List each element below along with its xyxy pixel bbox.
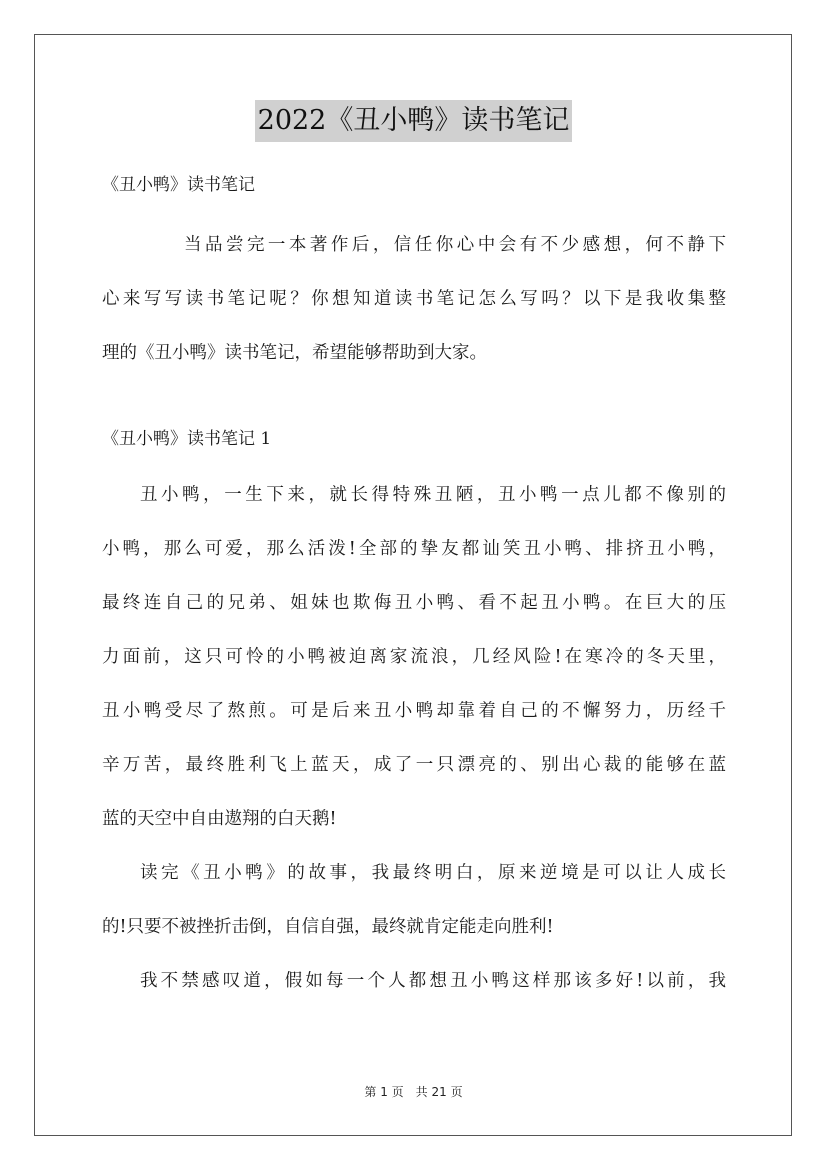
section-heading: 《丑小鸭》读书笔记 1: [102, 429, 272, 449]
title-container: [0, 100, 827, 142]
text-line: 理的《丑小鸭》读书笔记，希望能够帮助到大家。: [102, 343, 487, 363]
document-title: 2022《丑小鸭》读书笔记: [255, 100, 573, 142]
text-line: 力面前，这只可怜的小鸭被迫离家流浪，几经风险!在寒冷的冬天里，: [102, 647, 726, 667]
text-line: 丑小鸭受尽了熬煎。可是后来丑小鸭却靠着自己的不懈努力，历经千: [102, 701, 726, 721]
intro-heading: 《丑小鸭》读书笔记: [102, 175, 255, 195]
text-line: 读完《丑小鸭》的故事，我最终明白，原来逆境是可以让人成长: [140, 863, 726, 883]
text-line: 最终连自己的兄弟、姐妹也欺侮丑小鸭、看不起丑小鸭。在巨大的压: [102, 593, 726, 613]
text-line: 辛万苦，最终胜利飞上蓝天，成了一只漂亮的、别出心裁的能够在蓝: [102, 755, 726, 775]
text-line: 的!只要不被挫折击倒，自信自强，最终就肯定能走向胜利!: [102, 917, 554, 937]
text-line: 心来写写读书笔记呢？你想知道读书笔记怎么写吗？以下是我收集整: [102, 289, 726, 309]
page-number-footer: 第 1 页 共 21 页: [364, 1085, 463, 1099]
intro-paragraph: [102, 218, 726, 380]
paragraph: [102, 468, 726, 846]
text-line: 当品尝完一本著作后，信任你心中会有不少感想，何不静下: [184, 235, 726, 255]
text-line: 蓝的天空中自由遨翔的白天鹅!: [102, 809, 337, 829]
document-body: [102, 170, 726, 1008]
paragraph: [102, 954, 726, 1008]
paragraph: [102, 846, 726, 954]
text-line: 丑小鸭，一生下来，就长得特殊丑陋，丑小鸭一点儿都不像别的: [140, 485, 726, 505]
text-line: 我不禁感叹道，假如每一个人都想丑小鸭这样那该多好!以前，我: [140, 971, 726, 991]
text-line: 小鸭，那么可爱，那么活泼!全部的挚友都讪笑丑小鸭、排挤丑小鸭，: [102, 539, 726, 559]
